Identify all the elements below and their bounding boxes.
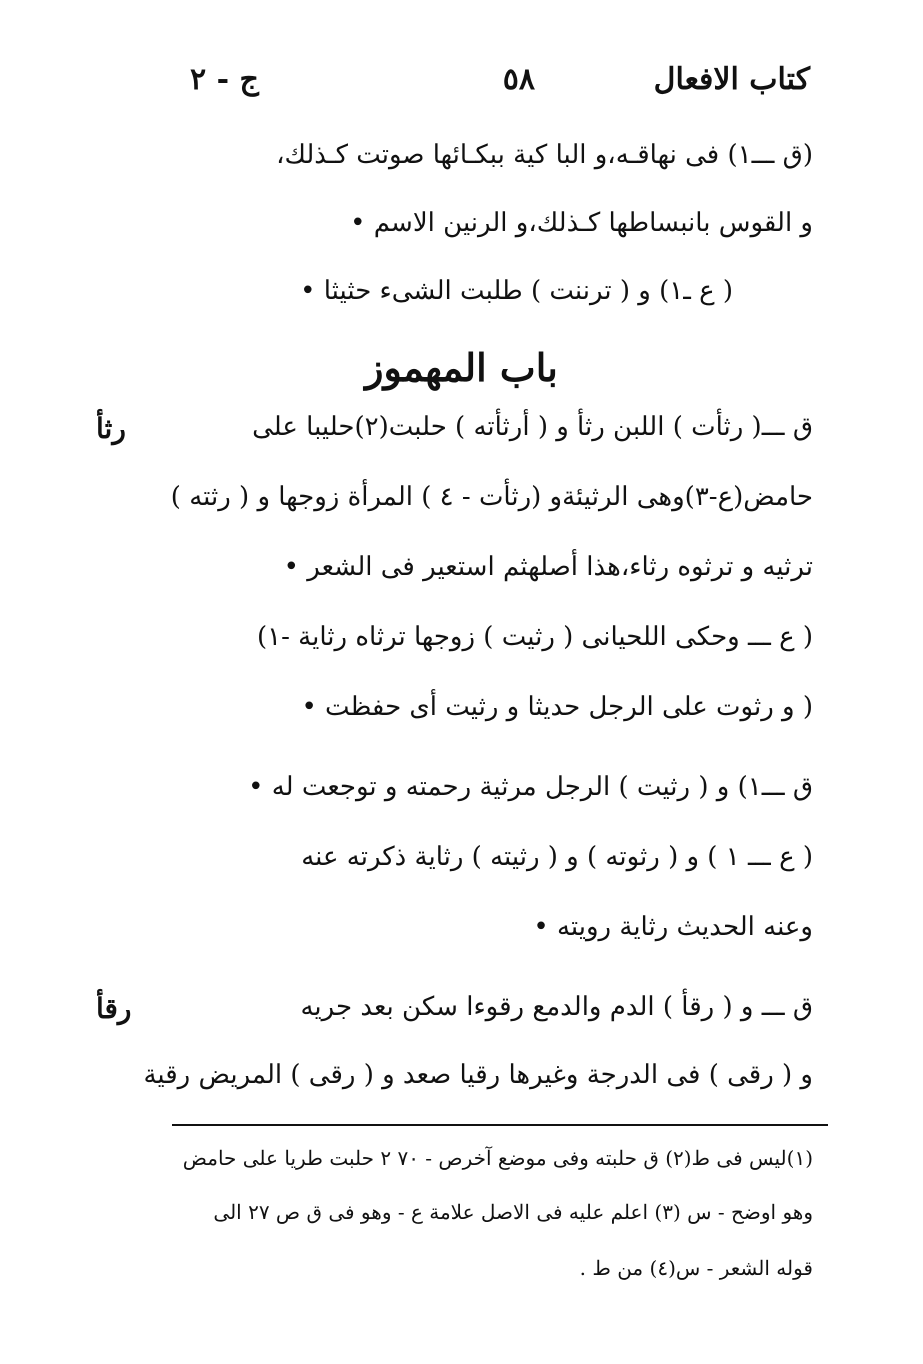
footnote-line: (١)ليس فى ط(٢) ق حلبته وفى موضع آخرص - ٧٠ ٢ حلبت طريا على حامض <box>182 1146 813 1170</box>
footnote-line: وهو اوضح - س (٣) اعلم عليه فى الاصل علامة ع - وهو فى ق ص ٢٧ الى <box>213 1200 813 1224</box>
text-line: ق ـــ و ( رقأ ) الدم والدمع رقوءا سكن بعد جريه <box>300 992 813 1022</box>
footnote-divider <box>172 1124 828 1126</box>
text-line: وعنه الحديث رثاية رويته • <box>533 912 813 942</box>
text-line: ( ع ـــ وحكى اللحيانى ( رثيت ) زوجها ترثاه رثاية -١) <box>257 622 813 652</box>
footnote-line: قوله الشعر - س(٤) من ط . <box>579 1256 813 1280</box>
page-header <box>190 62 810 112</box>
margin-word: رقأ <box>96 992 132 1025</box>
text-line: ق ـــ١) و ( رثيت ) الرجل مرثية رحمته و توجعت له • <box>248 772 813 802</box>
text-line: ترثيه و ترثوه رثاء،هذا أصلهثم استعير فى الشعر • <box>283 552 813 582</box>
text-line: (ق ـــ١) فى نهاقـه،و البا كية ببكـائها صوتت كـذلك، <box>276 140 813 170</box>
part-label: ج - ٢ <box>190 62 259 97</box>
page-number: ٥٨ <box>502 62 535 97</box>
book-title: كتاب الافعال <box>653 62 810 97</box>
text-line: و القوس بانبساطها كـذلك،و الرنين الاسم • <box>350 208 813 238</box>
text-line: ( ع ـ١) و ( ترننت ) طلبت الشىء حثيثا • <box>300 276 733 306</box>
text-line: ( و رثوت على الرجل حديثا و رثيت أى حفظت • <box>301 692 813 722</box>
text-line: ق ـــ( رثأت ) اللبن رثأ و ( أرثأته ) حلبت(٢)حليبا على <box>252 412 813 442</box>
text-line: ( ع ـــ ١ ) و ( رثوته ) و ( رثيته ) رثاية ذكرته عنه <box>301 842 813 872</box>
text-line: حامض(ع-٣)وهى الرثيئةو (رثأت - ٤ ) المرأة زوجها و ( رثته ) <box>170 482 813 512</box>
text-line: و ( رقى ) فى الدرجة وغيرها رقيا صعد و ( رقى ) المريض رقية <box>143 1060 813 1090</box>
section-heading: باب المهموز <box>365 345 558 390</box>
margin-word: رثأ <box>96 412 126 445</box>
